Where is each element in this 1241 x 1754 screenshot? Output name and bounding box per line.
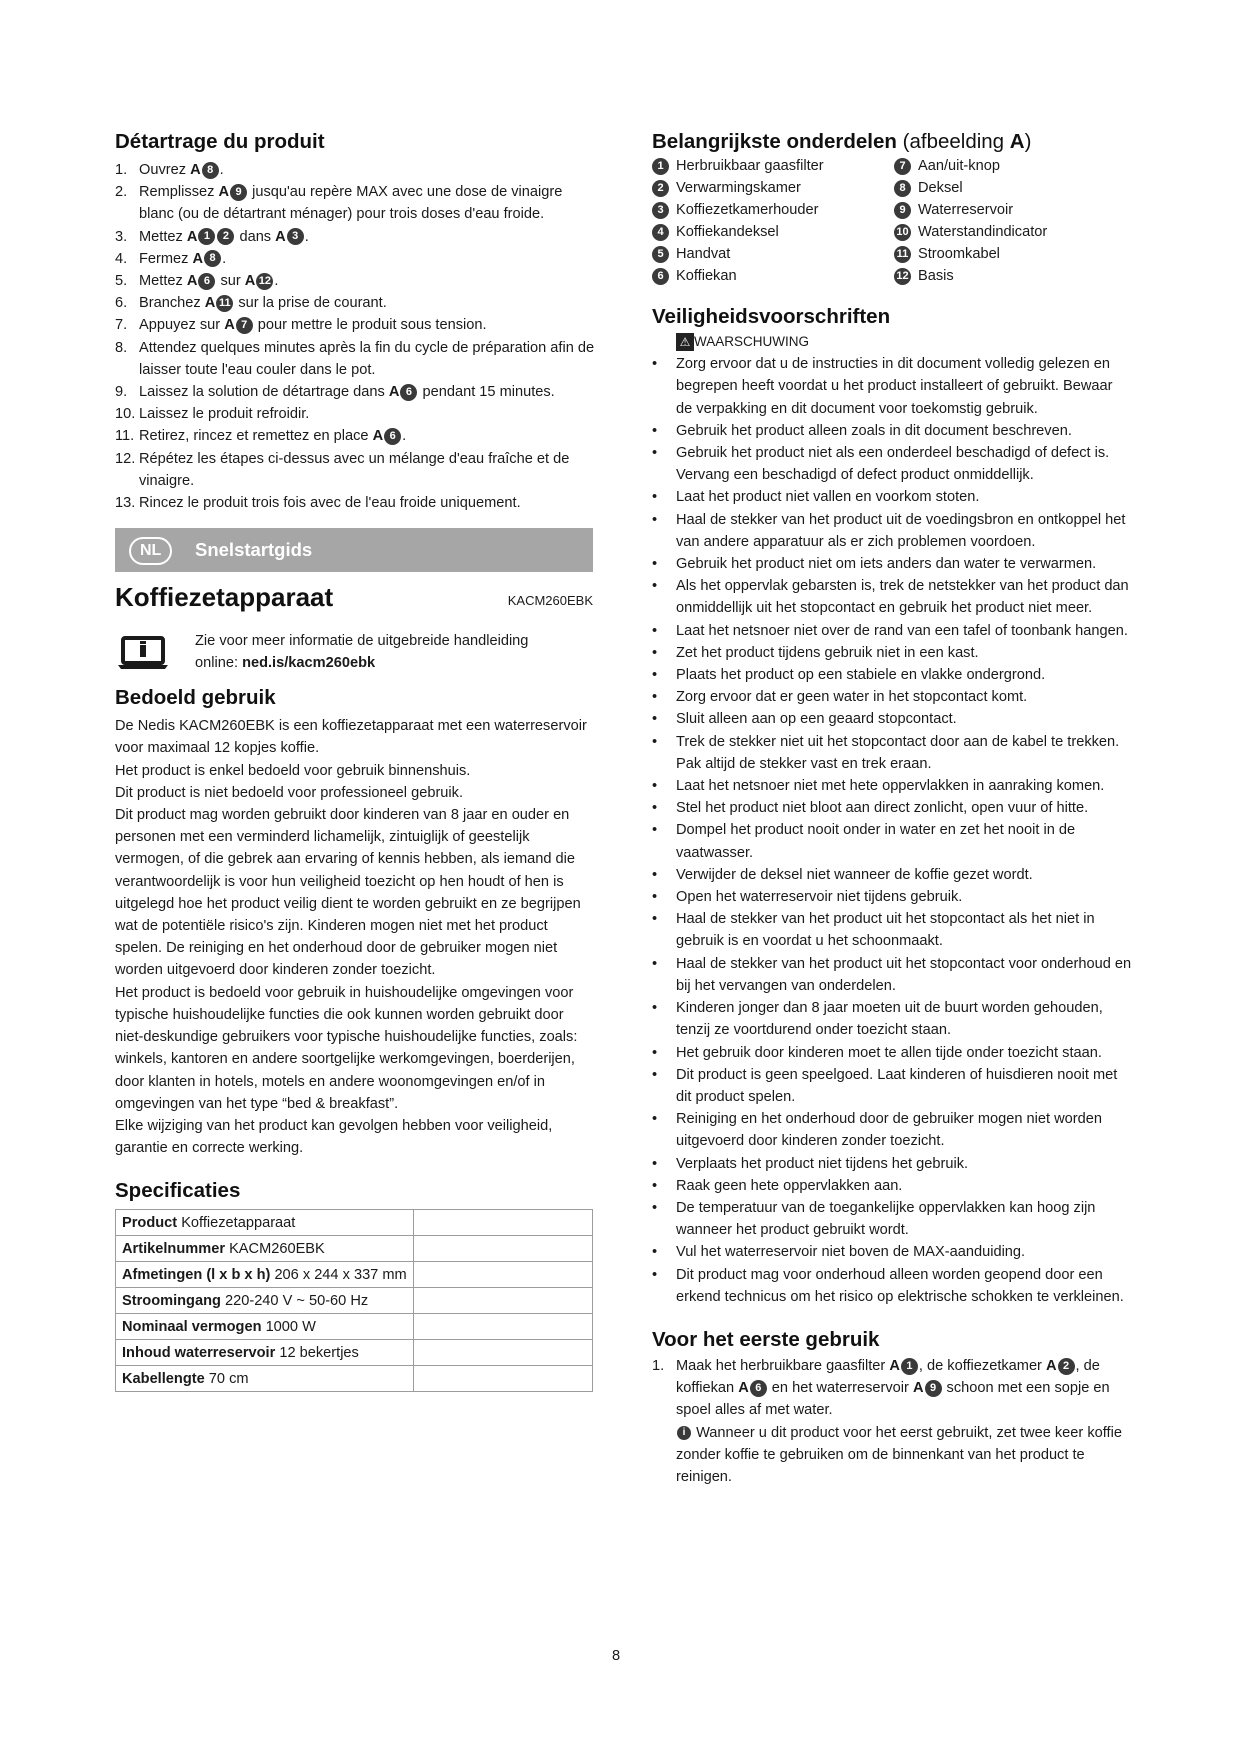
part-number-badge: 3 <box>652 202 669 219</box>
spec-key: Nominaal vermogen <box>122 1318 262 1335</box>
step-text: . <box>274 273 279 290</box>
spec-row <box>116 1366 593 1392</box>
specs-table <box>115 1209 593 1392</box>
step-item <box>115 448 595 492</box>
step-text: dans <box>235 228 276 245</box>
step-text: Branchez <box>139 295 205 312</box>
step-item <box>115 425 595 447</box>
safety-item: • Reiniging en het onderhoud door de gebruiker mogen niet worden uitgevoerd door kinderen zonder toezicht. <box>652 1108 1132 1152</box>
intended-use-text <box>115 715 595 1159</box>
part-item <box>652 221 779 243</box>
step-text: . <box>219 162 224 178</box>
paragraph: De Nedis KACM260EBK is een koffiezetapparaat met een waterreservoir voor maximaal 12 kopjes koffie. <box>115 718 587 757</box>
part-number-badge: 2 <box>217 228 234 245</box>
part-item <box>894 155 1000 177</box>
paragraph: Dit product mag worden gebruikt door kinderen van 8 jaar en ouder en personen met een verminderd lichamelijk, zintuiglijk of geestelijk vermogen, of die gebrek aan ervaring of kennis hebben, als iemand die verantwoordelijk is voor hun veiligheid toezicht op hen houdt of hen is uitgelegd hoe het product veilig dient te worden gebruikt en ze begrijpen wat de potentiële risico's zijn. Kinderen mogen niet met het product spelen. De reiniging en het onderhoud door de gebruiker mogen niet worden uitgevoerd door kinderen zonder toezicht. <box>115 807 581 979</box>
safety-item: • De temperatuur van de toegankelijke oppervlakken kan hoog zijn wanneer het product gebruikt wordt. <box>652 1197 1132 1241</box>
step-text: Retirez, rincez et remettez en place <box>139 428 373 445</box>
figure-ref: A <box>192 250 204 267</box>
part-label: Stroomkabel <box>918 246 1000 262</box>
spec-key-cell <box>116 1236 414 1262</box>
part-label: Koffiekandeksel <box>676 224 779 240</box>
figure-ref: A <box>204 295 216 312</box>
step-item <box>115 248 595 270</box>
spec-row <box>116 1314 593 1340</box>
warning-triangle-icon: ⚠ <box>676 333 694 351</box>
part-item <box>894 199 1013 221</box>
first-use-steps <box>652 1355 1132 1422</box>
safety-item: • Laat het netsnoer niet met hete oppervlakken in aanraking komen. <box>652 775 1132 797</box>
safety-item: • Gebruik het product niet als een onderdeel beschadigd of defect is. Vervang een beschadigd of defect product onmiddellijk. <box>652 442 1132 486</box>
part-number-badge: 2 <box>652 180 669 197</box>
safety-item: • Zet het product tijdens gebruik niet in een kast. <box>652 642 1132 664</box>
right-column <box>652 130 1132 1488</box>
descaling-steps <box>115 159 595 514</box>
part-item <box>894 265 954 287</box>
safety-item: • Verplaats het product niet tijdens het gebruik. <box>652 1153 1132 1175</box>
spec-row <box>116 1262 593 1288</box>
warning-label: WAARSCHUWING <box>694 334 809 349</box>
product-title-row <box>115 576 595 620</box>
product-model: KACM260EBK <box>507 593 593 609</box>
step-number: 1. <box>115 162 128 178</box>
figure-ref: A <box>1045 1357 1057 1374</box>
step-text: schoon met een sopje en spoel alles af met water. <box>676 1380 1110 1419</box>
manual-link[interactable]: ned.is/kacm260ebk <box>242 655 376 672</box>
part-label: Verwarmingskamer <box>676 180 801 196</box>
part-number-badge: 1 <box>652 158 669 175</box>
step-text: Laissez le produit refroidir. <box>139 406 310 423</box>
parts-heading-close: ) <box>1024 130 1032 153</box>
safety-item: • Het gebruik door kinderen moet te allen tijde onder toezicht staan. <box>652 1042 1132 1064</box>
step-item <box>115 292 595 314</box>
part-label: Aan/uit-knop <box>918 158 1000 174</box>
safety-item: • Dit product is geen speelgoed. Laat kinderen of huisdieren nooit met dit product spelen. <box>652 1064 1132 1108</box>
spec-key: Kabellengte <box>122 1370 205 1387</box>
figure-ref: A <box>738 1380 749 1397</box>
step-text: , de koffiezetkamer <box>918 1357 1046 1374</box>
part-number-badge: 6 <box>652 268 669 285</box>
step-text: pendant 15 minutes. <box>418 384 555 401</box>
part-number-badge: 9 <box>925 1380 942 1397</box>
safety-item: • Gebruik het product alleen zoals in dit document beschreven. <box>652 420 1132 442</box>
safety-item: • Trek de stekker niet uit het stopcontact door aan de kabel te trekken. Pak altijd de stekker vast en trek eraan. <box>652 731 1132 775</box>
part-label: Handvat <box>676 246 731 262</box>
part-number-badge: 7 <box>236 317 253 334</box>
figure-ref: A <box>190 162 201 178</box>
part-number-badge: 7 <box>894 158 911 175</box>
safety-item: • Laat het netsnoer niet over de rand van een tafel of toonbank hangen. <box>652 620 1132 642</box>
step-text: Rincez le produit trois fois avec de l'eau froide uniquement. <box>139 495 521 512</box>
first-use-heading: Voor het eerste gebruik <box>652 1327 880 1351</box>
part-item <box>652 199 819 221</box>
spec-row <box>116 1236 593 1262</box>
part-number-badge: 12 <box>894 268 911 285</box>
part-number-badge: 8 <box>894 180 911 197</box>
safety-item: • Zorg ervoor dat er geen water in het stopcontact komt. <box>652 686 1132 708</box>
figure-ref: A <box>889 1357 900 1374</box>
part-number-badge: 2 <box>1058 1358 1075 1375</box>
step-text: . <box>304 228 309 245</box>
safety-item: • Haal de stekker van het product uit het stopcontact als het niet in gebruik is en voordat u het schoonmaakt. <box>652 908 1132 952</box>
part-number-badge: 6 <box>750 1380 767 1397</box>
safety-item: • Als het oppervlak gebarsten is, trek de netstekker van het product dan onmiddellijk uit het stopcontact en gebruik het product niet meer. <box>652 575 1132 619</box>
parts-heading <box>652 130 1132 154</box>
step-text: . <box>402 428 407 445</box>
spec-key: Artikelnummer <box>122 1240 225 1257</box>
safety-item: • Dit product mag voor onderhoud alleen worden geopend door een erkend technicus om het risico op elektrische schokken te verkleinen. <box>652 1264 1132 1308</box>
spec-key-cell <box>116 1366 414 1392</box>
part-number-badge: 11 <box>894 246 911 263</box>
part-item <box>894 243 1000 265</box>
spec-row <box>116 1288 593 1314</box>
step-number: 11. <box>115 428 135 445</box>
step-text: sur la prise de courant. <box>234 295 387 312</box>
safety-list <box>652 353 1132 1308</box>
spec-empty-cell <box>413 1262 592 1288</box>
parts-heading-main: Belangrijkste onderdelen <box>652 130 897 153</box>
first-use-note <box>652 1422 1132 1489</box>
manual-info-text: Zie voor meer informatie de uitgebreide handleiding <box>195 633 529 650</box>
language-badge: NL <box>129 537 172 565</box>
figure-ref: A <box>372 428 384 445</box>
part-number-badge: 6 <box>384 428 401 445</box>
paragraph: Het product is enkel bedoeld voor gebruik binnenshuis. <box>115 762 471 779</box>
step-number: 4. <box>115 250 128 267</box>
part-label: Basis <box>918 268 954 284</box>
spec-key-cell <box>116 1340 414 1366</box>
part-label: Herbruikbaar gaasfilter <box>676 158 824 174</box>
figure-ref: A <box>912 1380 924 1397</box>
spec-value: 70 cm <box>208 1370 249 1387</box>
spec-empty-cell <box>413 1236 592 1262</box>
spec-row <box>116 1210 593 1236</box>
spec-key: Stroomingang <box>122 1292 221 1309</box>
step-item <box>115 492 595 514</box>
spec-key-cell <box>116 1262 414 1288</box>
spec-key-cell <box>116 1288 414 1314</box>
step-number: 7. <box>115 317 128 334</box>
part-number-badge: 6 <box>198 273 215 290</box>
step-item <box>115 337 595 381</box>
part-label: Waterstandindicator <box>918 224 1048 240</box>
spec-value: 12 bekertjes <box>279 1344 359 1361</box>
spec-key-cell <box>116 1314 414 1340</box>
step-number: 5. <box>115 273 128 290</box>
step-item <box>115 226 595 248</box>
parts-heading-suffix: (afbeelding <box>902 130 1010 153</box>
step-number: 13. <box>115 495 136 512</box>
part-number-badge: 1 <box>198 228 215 245</box>
figure-ref: A <box>186 228 198 245</box>
part-number-badge: 10 <box>894 224 911 241</box>
paragraph: Elke wijziging van het product kan gevolgen hebben voor veiligheid, garantie en correcte werking. <box>115 1117 553 1157</box>
part-item <box>652 177 801 199</box>
laptop-manual-icon <box>117 636 169 670</box>
step-item <box>115 270 595 292</box>
figure-ref: A <box>388 384 400 401</box>
left-column <box>115 130 595 1392</box>
step-text: Attendez quelques minutes après la fin du cycle de préparation afin de laisser toute l'eau couler dans le pot. <box>139 339 595 378</box>
step-item <box>652 1355 1132 1422</box>
paragraph: Het product is bedoeld voor gebruik in huishoudelijke omgevingen voor typische huishoudelijke functies die ook kunnen worden gebruikt door niet-deskundige gebruikers voor typische huishoudelijke functies, zoals: winkels, kantoren en andere soortgelijke werkomgevingen, boerderijen, door klanten in hotels, motels en andere woonomgevingen en/of in omgevingen van het type “bed & breakfast”. <box>115 984 578 1112</box>
part-number-badge: 12 <box>256 273 273 290</box>
safety-item: • Sluit alleen aan op een geaard stopcontact. <box>652 708 1132 730</box>
spec-key-cell <box>116 1210 414 1236</box>
part-label: Koffiekan <box>676 268 737 284</box>
spec-row <box>116 1340 593 1366</box>
safety-item: • Dompel het product nooit onder in water en zet het nooit in de vaatwasser. <box>652 819 1132 863</box>
part-number-badge: 3 <box>287 228 304 245</box>
parts-heading-ref: A <box>1009 130 1025 153</box>
figure-ref: A <box>186 273 198 290</box>
info-icon: i <box>677 1426 691 1440</box>
step-number: 1. <box>652 1357 665 1374</box>
step-text: . <box>222 250 227 267</box>
step-text: Fermez <box>139 250 193 267</box>
part-item <box>894 221 1047 243</box>
spec-empty-cell <box>413 1340 592 1366</box>
safety-item: • Plaats het product op een stabiele en vlakke ondergrond. <box>652 664 1132 686</box>
part-number-badge: 9 <box>230 184 247 201</box>
safety-item: • Raak geen hete oppervlakken aan. <box>652 1175 1132 1197</box>
part-number-badge: 1 <box>901 1358 918 1375</box>
step-text: Maak het herbruikbare gaasfilter <box>676 1357 890 1374</box>
spec-empty-cell <box>413 1210 592 1236</box>
descaling-heading: Détartrage du produit <box>115 130 325 153</box>
safety-item: • Kinderen jonger dan 8 jaar moeten uit de buurt worden gehouden, tenzij ze voortdurend onder toezicht staan. <box>652 997 1132 1041</box>
step-text: Répétez les étapes ci-dessus avec un mélange d'eau fraîche et de vinaigre. <box>139 450 570 489</box>
step-number: 6. <box>115 295 128 312</box>
safety-item: • Laat het product niet vallen en voorkom stoten. <box>652 486 1132 508</box>
spec-empty-cell <box>413 1366 592 1392</box>
step-number: 3. <box>115 228 128 245</box>
step-text: Ouvrez <box>139 162 191 178</box>
step-text: Mettez <box>139 273 187 290</box>
first-use-note-text: Wanneer u dit product voor het eerst gebruikt, zet twee keer koffie zonder koffie te gebruiken om de binnenkant van het product te reinigen. <box>676 1424 1122 1485</box>
step-text: Remplissez <box>139 184 219 201</box>
part-number-badge: 5 <box>652 246 669 263</box>
step-item <box>115 314 595 336</box>
step-text: en het waterreservoir <box>767 1380 913 1397</box>
quick-start-banner <box>115 528 593 572</box>
product-name: Koffiezetapparaat <box>115 582 334 613</box>
safety-item: • Stel het product niet bloot aan direct zonlicht, open vuur of hitte. <box>652 797 1132 819</box>
safety-heading: Veiligheidsvoorschriften <box>652 305 891 328</box>
spec-value: 1000 W <box>265 1318 316 1335</box>
spec-empty-cell <box>413 1288 592 1314</box>
page-number: 8 <box>612 1648 621 1664</box>
safety-item: • Haal de stekker van het product uit de voedingsbron en ontkoppel het van andere apparatuur als er zich problemen voordoen. <box>652 509 1132 553</box>
paragraph: Dit product is niet bedoeld voor professioneel gebruik. <box>115 784 464 801</box>
step-number: 2. <box>115 184 128 201</box>
step-number: 9. <box>115 384 128 401</box>
part-number-badge: 11 <box>216 295 233 312</box>
part-label: Deksel <box>918 180 963 196</box>
figure-ref: A <box>275 228 286 245</box>
part-number-badge: 6 <box>400 384 417 401</box>
figure-ref: A <box>218 184 230 201</box>
spec-key: Product <box>122 1214 178 1231</box>
banner-title: Snelstartgids <box>195 539 313 561</box>
step-text: pour mettre le produit sous tension. <box>253 317 487 334</box>
safety-item: • Open het waterreservoir niet tijdens gebruik. <box>652 886 1132 908</box>
manual-info-prefix: online: <box>195 655 243 672</box>
part-item <box>894 177 963 199</box>
spec-empty-cell <box>413 1314 592 1340</box>
step-text: sur <box>216 273 245 290</box>
step-text: Appuyez sur <box>139 317 225 334</box>
spec-key: Afmetingen (l x b x h) <box>122 1266 271 1283</box>
manual-info <box>115 626 595 680</box>
part-number-badge: 4 <box>652 224 669 241</box>
step-text: jusqu'au repère MAX avec une dose de vinaigre blanc (ou de détartrant ménager) pour trois doses d'eau froide. <box>139 184 563 223</box>
part-label: Koffiezetkamerhouder <box>676 202 819 218</box>
step-item <box>115 381 595 403</box>
spec-value: KACM260EBK <box>229 1240 325 1257</box>
figure-ref: A <box>224 317 235 334</box>
part-label: Waterreservoir <box>918 202 1014 218</box>
safety-item: • Verwijder de deksel niet wanneer de koffie gezet wordt. <box>652 864 1132 886</box>
intended-use-heading: Bedoeld gebruik <box>115 686 276 710</box>
spec-value: 220-240 V ~ 50-60 Hz <box>224 1292 369 1309</box>
warning-line <box>652 331 1132 353</box>
part-number-badge: 8 <box>204 250 221 267</box>
step-item <box>115 159 595 181</box>
step-item <box>115 181 595 225</box>
part-item <box>652 243 730 265</box>
part-item <box>652 265 737 287</box>
step-text: Laissez la solution de détartrage dans <box>139 384 389 401</box>
part-number-badge: 8 <box>202 162 219 179</box>
step-item <box>115 403 595 425</box>
spec-value: 206 x 244 x 337 mm <box>274 1266 407 1283</box>
step-number: 12. <box>115 450 136 467</box>
part-item <box>652 155 824 177</box>
step-text: , de koffiekan <box>676 1357 1100 1397</box>
step-number: 10. <box>115 406 136 423</box>
spec-key: Inhoud waterreservoir <box>122 1344 276 1361</box>
safety-item: • Gebruik het product niet om iets anders dan water te verwarmen. <box>652 553 1132 575</box>
figure-ref: A <box>244 273 256 290</box>
safety-item: • Zorg ervoor dat u de instructies in dit document volledig gelezen en begrepen heeft voordat u het product installeert of gebruikt. Bewaar de verpakking en dit document voor toekomstig gebruik. <box>652 353 1132 420</box>
step-text: Mettez <box>139 228 187 245</box>
safety-item: • Vul het waterreservoir niet boven de MAX-aanduiding. <box>652 1241 1132 1263</box>
spec-value: Koffiezetapparaat <box>181 1214 296 1231</box>
part-number-badge: 9 <box>894 202 911 219</box>
step-number: 8. <box>115 339 128 356</box>
specs-heading: Specificaties <box>115 1179 241 1203</box>
safety-item: • Haal de stekker van het product uit het stopcontact voor onderhoud en bij het vervangen van onderdelen. <box>652 953 1132 997</box>
parts-list <box>652 155 1132 287</box>
